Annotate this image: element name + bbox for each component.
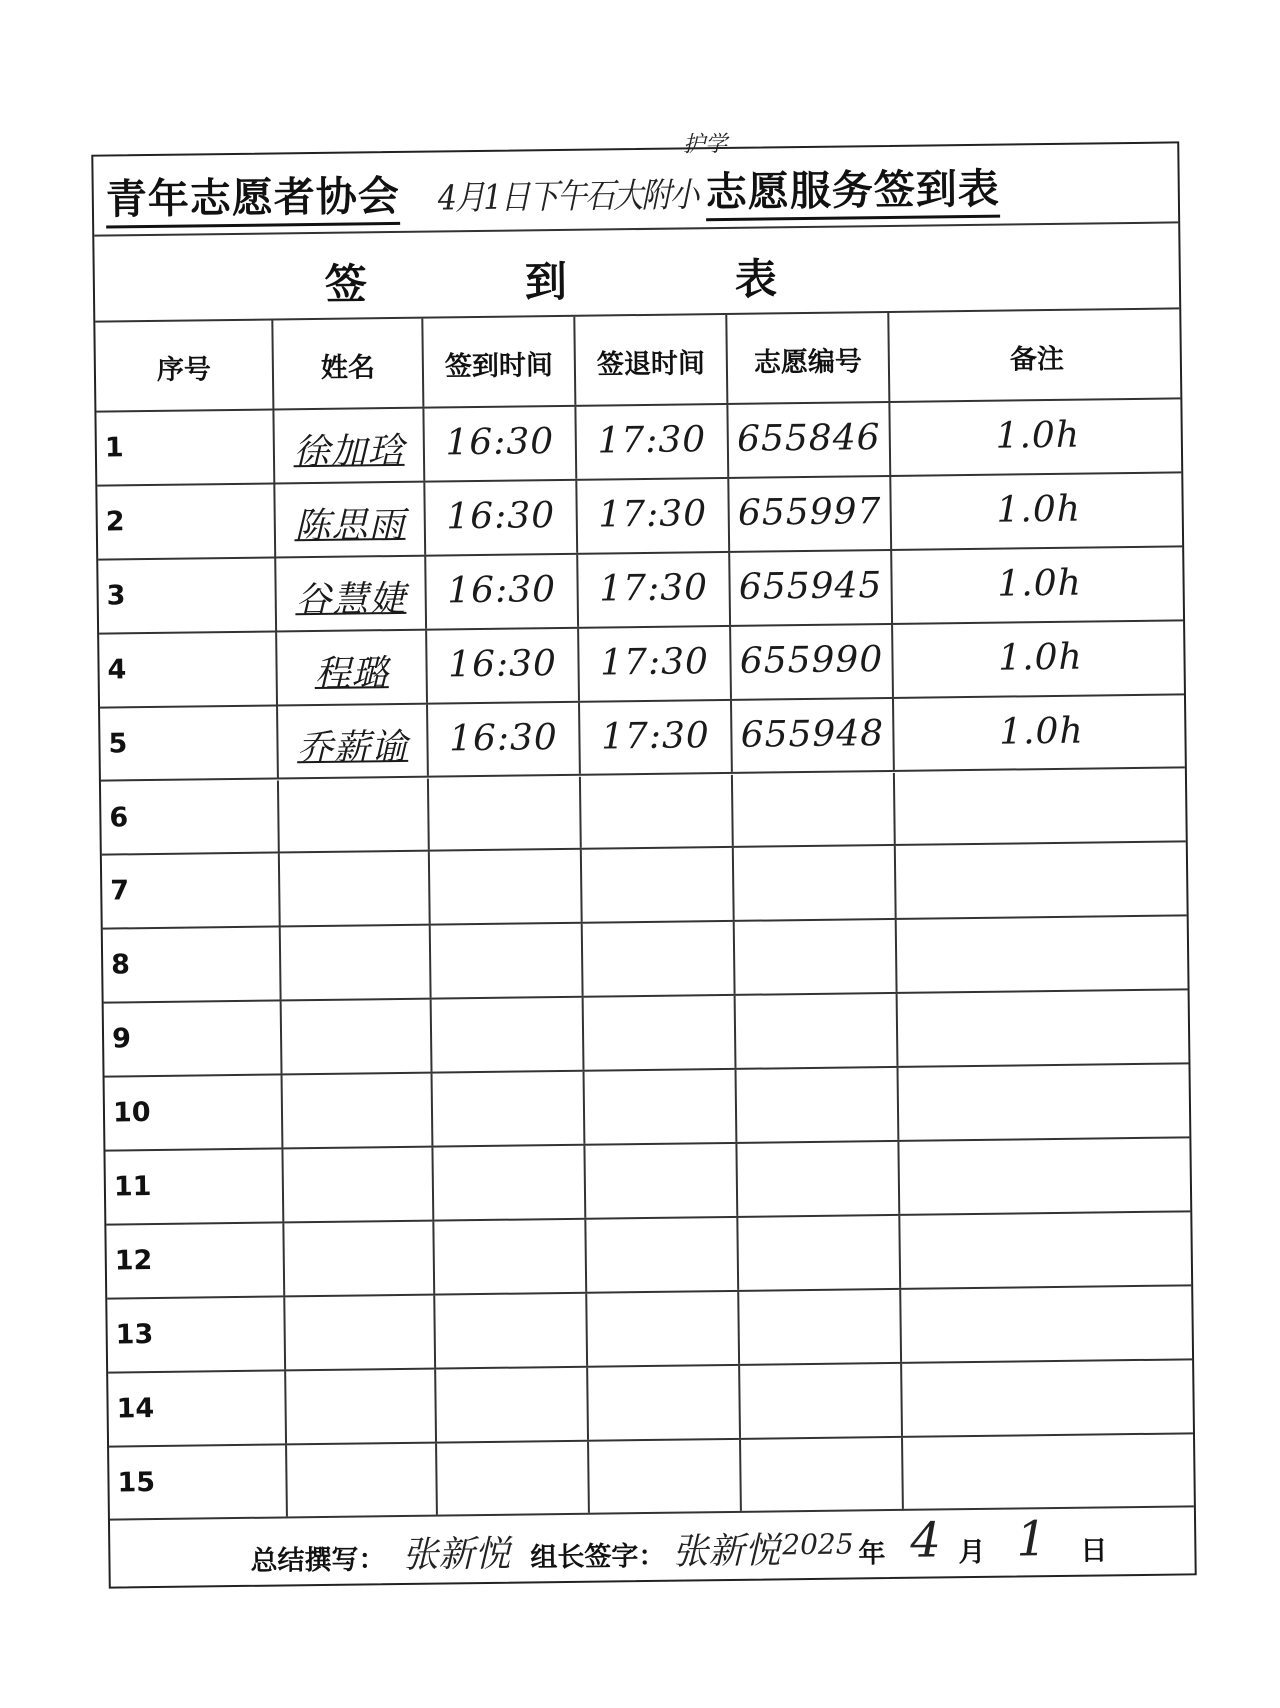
table-cell bbox=[282, 1222, 433, 1296]
table-cell bbox=[277, 778, 428, 852]
signout-time: 17:30 bbox=[597, 419, 707, 462]
table-cell bbox=[435, 1441, 588, 1515]
row-number: 11 bbox=[113, 1171, 152, 1203]
signout-time bbox=[584, 1010, 734, 1012]
leader-signature: 张新悦 bbox=[672, 1530, 781, 1573]
volunteer-name bbox=[287, 1457, 435, 1459]
table-header bbox=[95, 309, 1180, 412]
signout-time bbox=[588, 1380, 738, 1382]
table-cell bbox=[278, 852, 429, 926]
table-cell bbox=[281, 1074, 432, 1148]
volunteer-name: 谷慧婕 bbox=[294, 578, 407, 622]
header-cell bbox=[421, 317, 574, 407]
row-number: 15 bbox=[117, 1466, 156, 1499]
table-cell bbox=[97, 484, 274, 558]
volunteer-name: 陈思雨 bbox=[294, 504, 406, 548]
table-row bbox=[105, 1138, 1190, 1225]
volunteer-id bbox=[737, 1082, 897, 1084]
row-number: 6 bbox=[109, 801, 129, 834]
table-cell bbox=[898, 1212, 1195, 1288]
table-cell bbox=[577, 627, 730, 701]
table-cell bbox=[897, 1138, 1194, 1214]
signout-time bbox=[587, 1306, 737, 1308]
table-cell bbox=[900, 1360, 1197, 1436]
signout-time bbox=[581, 788, 731, 790]
table-cell bbox=[104, 1002, 281, 1076]
table-cell bbox=[738, 1364, 901, 1438]
table-cell bbox=[888, 399, 1185, 475]
header-volunteer-id: 志愿编号 bbox=[753, 346, 863, 379]
volunteer-name bbox=[285, 1309, 433, 1311]
table-cell bbox=[280, 1000, 431, 1074]
summary-label: 总结撰写： bbox=[250, 1544, 386, 1577]
table-cell bbox=[422, 407, 575, 481]
subtitle-char: 表 bbox=[734, 254, 778, 304]
signin-time: 16:30 bbox=[447, 568, 557, 612]
signin-time bbox=[433, 1086, 583, 1088]
table-cell bbox=[735, 1142, 898, 1216]
signin-time bbox=[435, 1234, 585, 1236]
table-cell bbox=[730, 699, 893, 773]
table-cell bbox=[733, 920, 896, 994]
signin-time bbox=[432, 1012, 582, 1014]
table-cell bbox=[101, 780, 278, 854]
volunteer-name bbox=[279, 792, 427, 794]
year-label: 年 bbox=[858, 1538, 886, 1570]
month-handwritten: 4 bbox=[909, 1512, 942, 1569]
table-cell bbox=[431, 1146, 584, 1220]
signin-time bbox=[431, 938, 581, 940]
sign-in-sheet bbox=[91, 131, 1196, 1588]
header-cell bbox=[573, 315, 726, 405]
header-note: 备注 bbox=[1009, 343, 1065, 376]
table-cell bbox=[99, 632, 276, 706]
handwritten-event-note: 护学 bbox=[683, 131, 728, 158]
table-cell bbox=[432, 1220, 585, 1294]
volunteer-name bbox=[284, 1162, 432, 1164]
table-cell bbox=[284, 1369, 435, 1443]
row-number: 2 bbox=[105, 506, 125, 538]
header-cell bbox=[95, 321, 272, 411]
header-signout: 签退时间 bbox=[596, 348, 706, 381]
row-number: 9 bbox=[111, 1023, 132, 1055]
signout-time bbox=[589, 1453, 739, 1455]
table-cell bbox=[889, 473, 1186, 549]
table-cell bbox=[428, 850, 581, 924]
header-cell bbox=[887, 309, 1184, 401]
row-number: 3 bbox=[106, 580, 126, 612]
table-cell bbox=[575, 479, 728, 553]
table-cell bbox=[275, 630, 426, 704]
table-cell bbox=[103, 928, 280, 1002]
table-cell bbox=[734, 994, 897, 1068]
subtitle-char: 到 bbox=[524, 256, 568, 307]
note bbox=[901, 1300, 1195, 1304]
table-cell bbox=[893, 769, 1190, 845]
table-row bbox=[100, 695, 1185, 782]
table-cell bbox=[426, 702, 579, 776]
table-row bbox=[98, 547, 1183, 634]
table-cell bbox=[424, 555, 577, 629]
table-row bbox=[103, 917, 1188, 1004]
handwritten-event: 4月1日下午石大附小 bbox=[437, 175, 698, 219]
subtitle-row bbox=[94, 223, 1179, 322]
table-cell bbox=[585, 1292, 738, 1366]
table-cell bbox=[283, 1295, 434, 1369]
signin-time bbox=[429, 790, 579, 792]
volunteer-id bbox=[741, 1451, 901, 1453]
table-cell bbox=[727, 477, 890, 551]
volunteer-name: 徐加琀 bbox=[293, 430, 405, 474]
volunteer-name bbox=[282, 1014, 430, 1016]
row-number: 10 bbox=[112, 1097, 151, 1129]
row-number: 12 bbox=[114, 1244, 153, 1277]
volunteer-name bbox=[286, 1383, 434, 1385]
volunteer-id bbox=[736, 1008, 896, 1010]
table-cell bbox=[895, 917, 1192, 993]
table-cell bbox=[581, 922, 734, 996]
title-row bbox=[93, 131, 1178, 236]
signout-time bbox=[583, 936, 733, 938]
table-cell bbox=[273, 483, 424, 557]
signin-time bbox=[437, 1455, 587, 1457]
table-cell bbox=[102, 854, 279, 928]
table-row bbox=[106, 1212, 1191, 1299]
leader-label: 组长签字： bbox=[530, 1540, 666, 1574]
row-number: 14 bbox=[116, 1392, 155, 1425]
table-cell bbox=[736, 1216, 899, 1290]
table-cell bbox=[732, 846, 895, 920]
signout-time bbox=[586, 1232, 736, 1234]
volunteer-id bbox=[738, 1230, 898, 1232]
signin-time bbox=[430, 864, 580, 866]
table-cell bbox=[892, 695, 1189, 771]
table-cell bbox=[891, 621, 1188, 697]
table-cell bbox=[579, 774, 732, 848]
row-number: 8 bbox=[110, 949, 131, 981]
volunteer-id: 655990 bbox=[739, 638, 884, 682]
note bbox=[895, 783, 1189, 787]
table-cell bbox=[108, 1371, 285, 1445]
note: 1.0h bbox=[997, 562, 1083, 605]
table-cell bbox=[896, 991, 1193, 1067]
table-cell bbox=[583, 1144, 736, 1218]
header-signin: 签到时间 bbox=[444, 350, 554, 383]
note bbox=[899, 1078, 1193, 1082]
table-cell bbox=[583, 1070, 736, 1144]
table-cell bbox=[425, 628, 578, 702]
signin-time bbox=[434, 1160, 584, 1162]
table-cell bbox=[427, 776, 580, 850]
note: 1.0h bbox=[996, 488, 1082, 531]
row-number: 4 bbox=[107, 653, 127, 686]
volunteer-id: 655997 bbox=[737, 490, 882, 534]
row-number: 7 bbox=[110, 875, 130, 907]
volunteer-id: 655945 bbox=[738, 564, 883, 608]
month-label: 月 bbox=[958, 1536, 986, 1569]
signin-time bbox=[436, 1381, 586, 1383]
volunteer-id bbox=[733, 786, 893, 788]
table-cell bbox=[729, 625, 892, 699]
table-cell bbox=[890, 547, 1187, 623]
signout-time: 17:30 bbox=[600, 714, 711, 758]
note bbox=[898, 1005, 1192, 1009]
note: 1.0h bbox=[998, 636, 1083, 679]
signin-time: 16:30 bbox=[447, 642, 558, 686]
signout-time bbox=[582, 862, 732, 864]
table-cell bbox=[100, 706, 277, 780]
volunteer-name bbox=[280, 866, 428, 868]
table-row bbox=[99, 621, 1184, 708]
table-cell bbox=[726, 403, 889, 477]
year-handwritten: 2025 bbox=[782, 1527, 854, 1562]
header-cell bbox=[271, 319, 422, 409]
table-cell bbox=[106, 1223, 283, 1297]
table-cell bbox=[582, 996, 735, 1070]
table-row bbox=[104, 991, 1189, 1078]
table-cell bbox=[272, 409, 423, 483]
note bbox=[900, 1152, 1194, 1156]
volunteer-id bbox=[735, 934, 895, 936]
table-row bbox=[101, 769, 1186, 856]
table-cell bbox=[285, 1443, 436, 1517]
volunteer-name: 程璐 bbox=[314, 652, 389, 695]
table-row bbox=[102, 843, 1187, 930]
volunteer-id bbox=[734, 860, 894, 862]
note: 1.0h bbox=[998, 710, 1084, 753]
table-row bbox=[108, 1360, 1193, 1447]
subtitle-char: 签 bbox=[324, 259, 368, 309]
volunteer-name: 乔薪谕 bbox=[296, 726, 409, 769]
table-cell bbox=[105, 1076, 282, 1150]
table-row bbox=[97, 473, 1182, 560]
note bbox=[897, 931, 1191, 935]
table-row bbox=[107, 1286, 1192, 1373]
volunteer-id bbox=[740, 1378, 900, 1380]
note bbox=[900, 1226, 1194, 1230]
table-cell bbox=[894, 843, 1191, 919]
table-row bbox=[109, 1434, 1194, 1521]
table-row bbox=[105, 1064, 1190, 1151]
header-no: 序号 bbox=[156, 354, 212, 386]
volunteer-id: 655846 bbox=[736, 417, 881, 460]
day-label: 日 bbox=[1080, 1535, 1108, 1567]
table-cell bbox=[735, 1068, 898, 1142]
footer-row bbox=[110, 1507, 1195, 1590]
table-row bbox=[96, 399, 1181, 486]
table-cell bbox=[109, 1445, 286, 1519]
table-cell bbox=[96, 411, 273, 485]
table-cell bbox=[737, 1290, 900, 1364]
volunteer-id bbox=[738, 1156, 898, 1158]
row-number: 1 bbox=[104, 432, 124, 464]
note bbox=[902, 1374, 1196, 1378]
table-cell bbox=[576, 553, 729, 627]
table-cell bbox=[580, 848, 733, 922]
signout-time: 17:30 bbox=[598, 566, 709, 610]
volunteer-name bbox=[283, 1088, 431, 1090]
note bbox=[903, 1448, 1197, 1452]
header-cell bbox=[725, 313, 888, 403]
signout-time bbox=[585, 1084, 735, 1086]
row-number: 13 bbox=[115, 1318, 154, 1351]
table-cell bbox=[587, 1439, 740, 1513]
table-cell bbox=[429, 924, 582, 998]
table-cell bbox=[274, 556, 425, 630]
signout-time: 17:30 bbox=[598, 493, 708, 536]
note: 1.0h bbox=[995, 414, 1081, 457]
table-cell bbox=[98, 558, 275, 632]
table-cell bbox=[433, 1294, 586, 1368]
table-cell bbox=[574, 405, 727, 479]
table-cell bbox=[423, 481, 576, 555]
table-cell bbox=[279, 926, 430, 1000]
table-cell bbox=[431, 1072, 584, 1146]
table-cell bbox=[578, 701, 731, 775]
table-cell bbox=[434, 1367, 587, 1441]
table-cell bbox=[105, 1149, 282, 1223]
table-cell bbox=[728, 551, 891, 625]
volunteer-name bbox=[281, 940, 429, 942]
signin-time: 16:30 bbox=[445, 421, 555, 464]
summary-signature: 张新悦 bbox=[402, 1533, 511, 1577]
signout-time bbox=[586, 1158, 736, 1160]
signin-time bbox=[435, 1308, 585, 1310]
table-cell bbox=[276, 704, 427, 778]
row-number: 5 bbox=[108, 727, 128, 760]
volunteer-name bbox=[285, 1236, 433, 1238]
day-handwritten: 1 bbox=[1015, 1511, 1048, 1568]
table-cell bbox=[430, 998, 583, 1072]
table-cell bbox=[896, 1064, 1193, 1140]
volunteer-id bbox=[739, 1304, 899, 1306]
volunteer-id: 655948 bbox=[740, 712, 885, 756]
table-cell bbox=[107, 1297, 284, 1371]
table-cell bbox=[899, 1286, 1196, 1362]
signout-time: 17:30 bbox=[599, 640, 710, 684]
table-cell bbox=[586, 1366, 739, 1440]
signin-time: 16:30 bbox=[446, 494, 556, 538]
table-cell bbox=[731, 772, 894, 846]
form-title: 志愿服务签到表 bbox=[705, 156, 1000, 222]
note bbox=[896, 857, 1190, 861]
signin-time: 16:30 bbox=[448, 716, 559, 759]
table-cell bbox=[281, 1148, 432, 1222]
table-cell bbox=[739, 1437, 902, 1511]
org-title: 青年志愿者协会 bbox=[105, 163, 400, 229]
table-cell bbox=[584, 1218, 737, 1292]
table-cell bbox=[901, 1434, 1198, 1510]
header-name: 姓名 bbox=[320, 352, 376, 384]
